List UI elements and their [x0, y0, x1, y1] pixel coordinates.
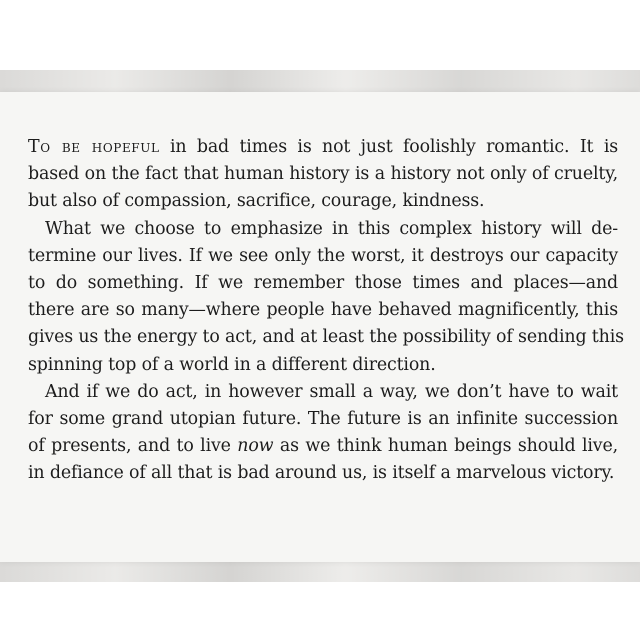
paragraph-1-line-1 [28, 134, 618, 161]
background-strip-bottom [0, 560, 640, 582]
paragraph-1-line-2: based on the fact that human history is a history not only of cruelty, [28, 164, 618, 185]
paragraph-1-line-1-rest: in bad times is not just foolishly romantic. It is [159, 137, 619, 157]
paragraph-3-line-3-start: of presents, and to live [28, 436, 238, 457]
paragraph-3-line-4: in defiance of all that is bad around us, is itself a marvelous victory. [28, 463, 615, 484]
paragraph-3-line-3-rest: as we think human beings should live, [273, 436, 618, 457]
paragraph-2-line-6: spinning top of a world in a different direction. [28, 354, 436, 375]
paragraph-3-line-3 [28, 433, 618, 460]
paragraph-3-line-2: for some grand utopian future. The future is an infinite succession [28, 409, 618, 430]
paragraph-2-line-2: termine our lives. If we see only the worst, it destroys our capacity [28, 245, 618, 266]
paragraph-2-line-1: What we choose to emphasize in this complex history will de- [45, 218, 618, 239]
paragraph-2-line-3: to do something. If we remember those times and places—and [28, 273, 618, 294]
emphasis-now: now [237, 436, 274, 457]
passage-text [28, 134, 624, 488]
paragraph-2-line-5: gives us the energy to act, and at least the possibility of sending this [28, 327, 624, 348]
paragraph-1-lead: To be hopeful [28, 137, 160, 157]
book-page [0, 92, 640, 562]
paragraph-1-line-3: but also of compassion, sacrifice, courage, kindness. [28, 191, 485, 212]
background-strip-top [0, 70, 640, 92]
paragraph-2-line-4: there are so many—where people have behaved magnificently, this [28, 300, 618, 321]
paragraph-3-line-1: And if we do act, in however small a way, we don’t have to wait [45, 381, 618, 402]
